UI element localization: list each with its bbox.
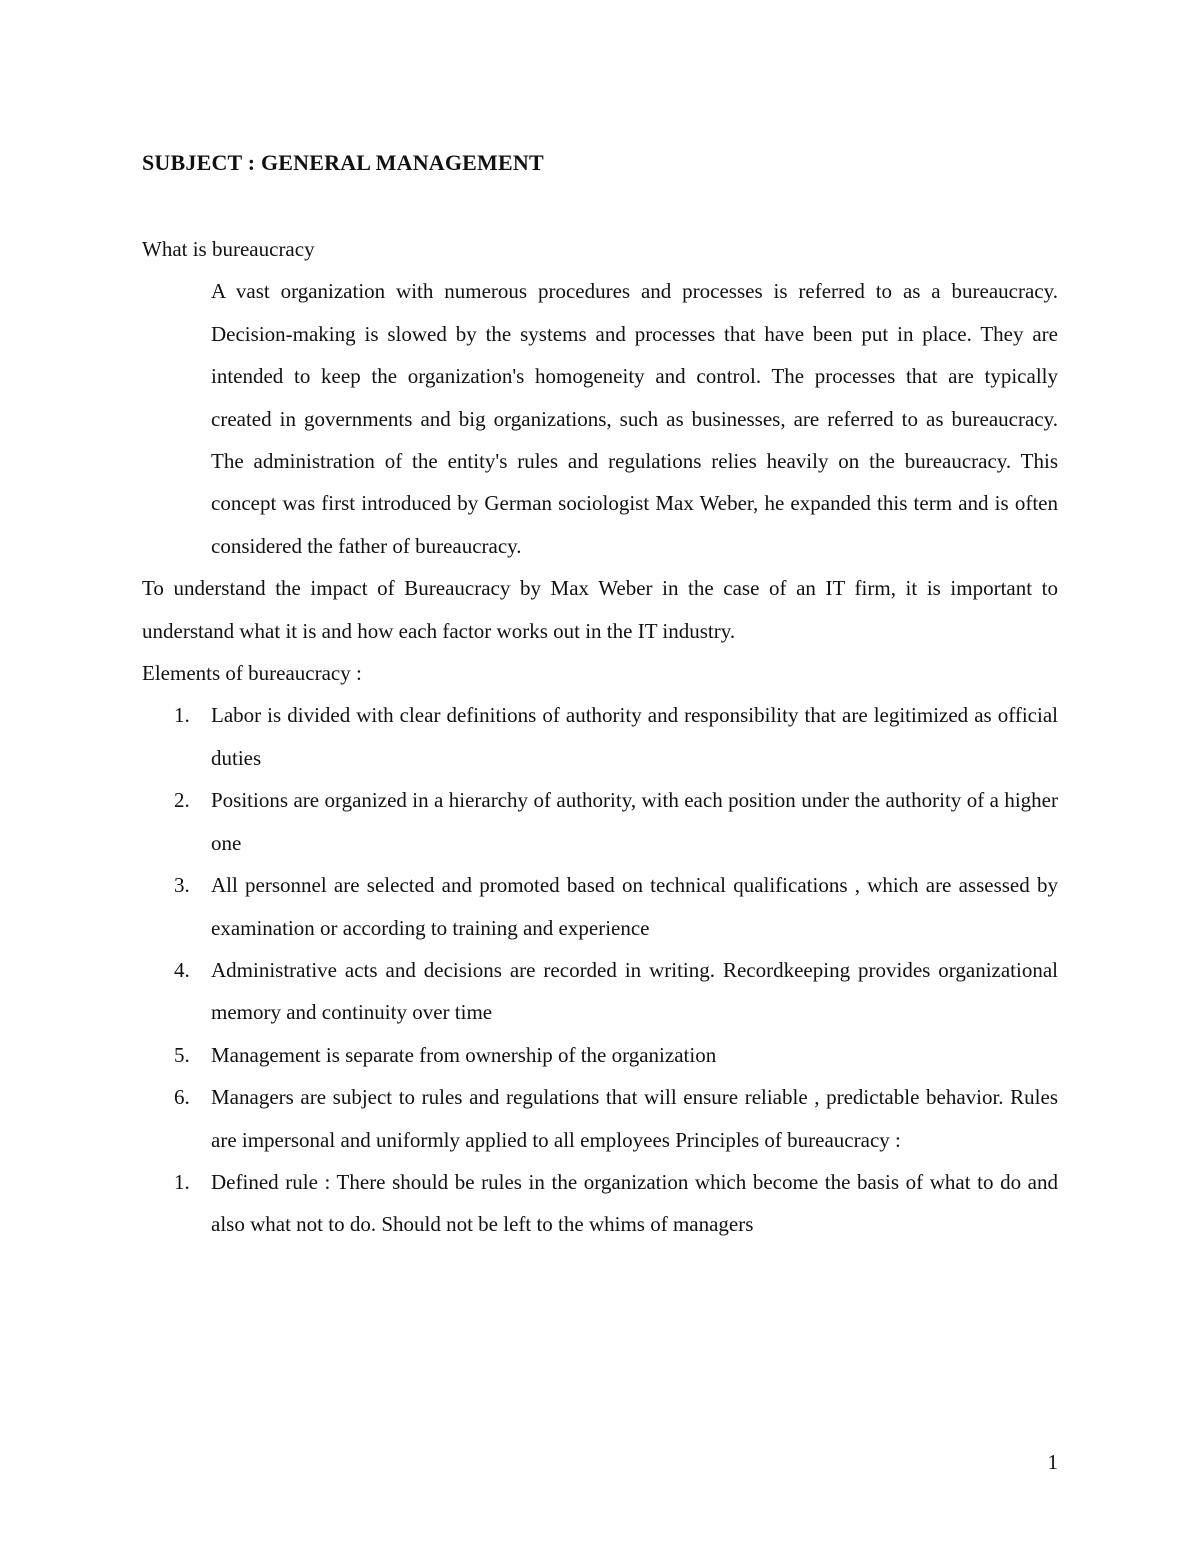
- list-text: All personnel are selected and promoted based on technical qualifications , which are assessed by examination or according to training and experience: [211, 873, 1058, 940]
- document-body: [142, 228, 1058, 1246]
- definition-paragraph: A vast organization with numerous procedures and processes is referred to as a bureaucracy. Decision-making is slowed by the systems and processes that have been put in place. They are intended to keep the organization's homogeneity and control. The processes that are typically created in governments and big organizations, such as businesses, are referred to as bureaucracy. The administration of the entity's rules and regulations relies heavily on the bureaucracy. This concept was first introduced by German sociologist Max Weber, he expanded this term and is often considered the father of bureaucracy.: [211, 279, 1058, 558]
- elements-list: [142, 694, 1058, 1160]
- list-item: [142, 864, 1058, 949]
- list-number: 1.: [174, 1169, 190, 1194]
- list-item: [142, 694, 1058, 779]
- list-text: Managers are subject to rules and regulations that will ensure reliable , predictable behavior. Rules are impersonal and uniformly applied to all employees Principles of bureaucracy :: [211, 1085, 1058, 1152]
- list-text: Positions are organized in a hierarchy of authority, with each position under the authority of a higher one: [211, 788, 1058, 855]
- list-number: 5.: [174, 1042, 190, 1067]
- context-paragraph: To understand the impact of Bureaucracy by Max Weber in the case of an IT firm, it is important to understand what it is and how each factor works out in the IT industry.: [142, 576, 1058, 643]
- list-item: [142, 1034, 1058, 1076]
- list-number: 6.: [174, 1085, 190, 1110]
- page-title: SUBJECT : GENERAL MANAGEMENT: [142, 150, 544, 175]
- list-text: Management is separate from ownership of the organization: [211, 1042, 717, 1067]
- principles-list: [142, 1161, 1058, 1246]
- page-number: 1: [1047, 1450, 1058, 1474]
- elements-title: Elements of bureaucracy :: [142, 661, 362, 686]
- list-item: [142, 1076, 1058, 1161]
- list-number: 4.: [174, 957, 190, 982]
- list-number: 2.: [174, 788, 190, 813]
- list-item: [142, 779, 1058, 864]
- list-number: 3.: [174, 873, 190, 898]
- question-line: What is bureaucracy: [142, 237, 315, 261]
- list-item: [142, 949, 1058, 1034]
- list-item: [142, 1161, 1058, 1246]
- list-text: Defined rule : There should be rules in the organization which become the basis of what to do and also what not to do. Should not be left to the whims of managers: [211, 1169, 1058, 1237]
- list-text: Administrative acts and decisions are recorded in writing. Recordkeeping provides organizational memory and continuity over time: [211, 957, 1058, 1025]
- list-number: 1.: [174, 703, 190, 728]
- list-text: Labor is divided with clear definitions of authority and responsibility that are legitimized as official duties: [211, 703, 1058, 770]
